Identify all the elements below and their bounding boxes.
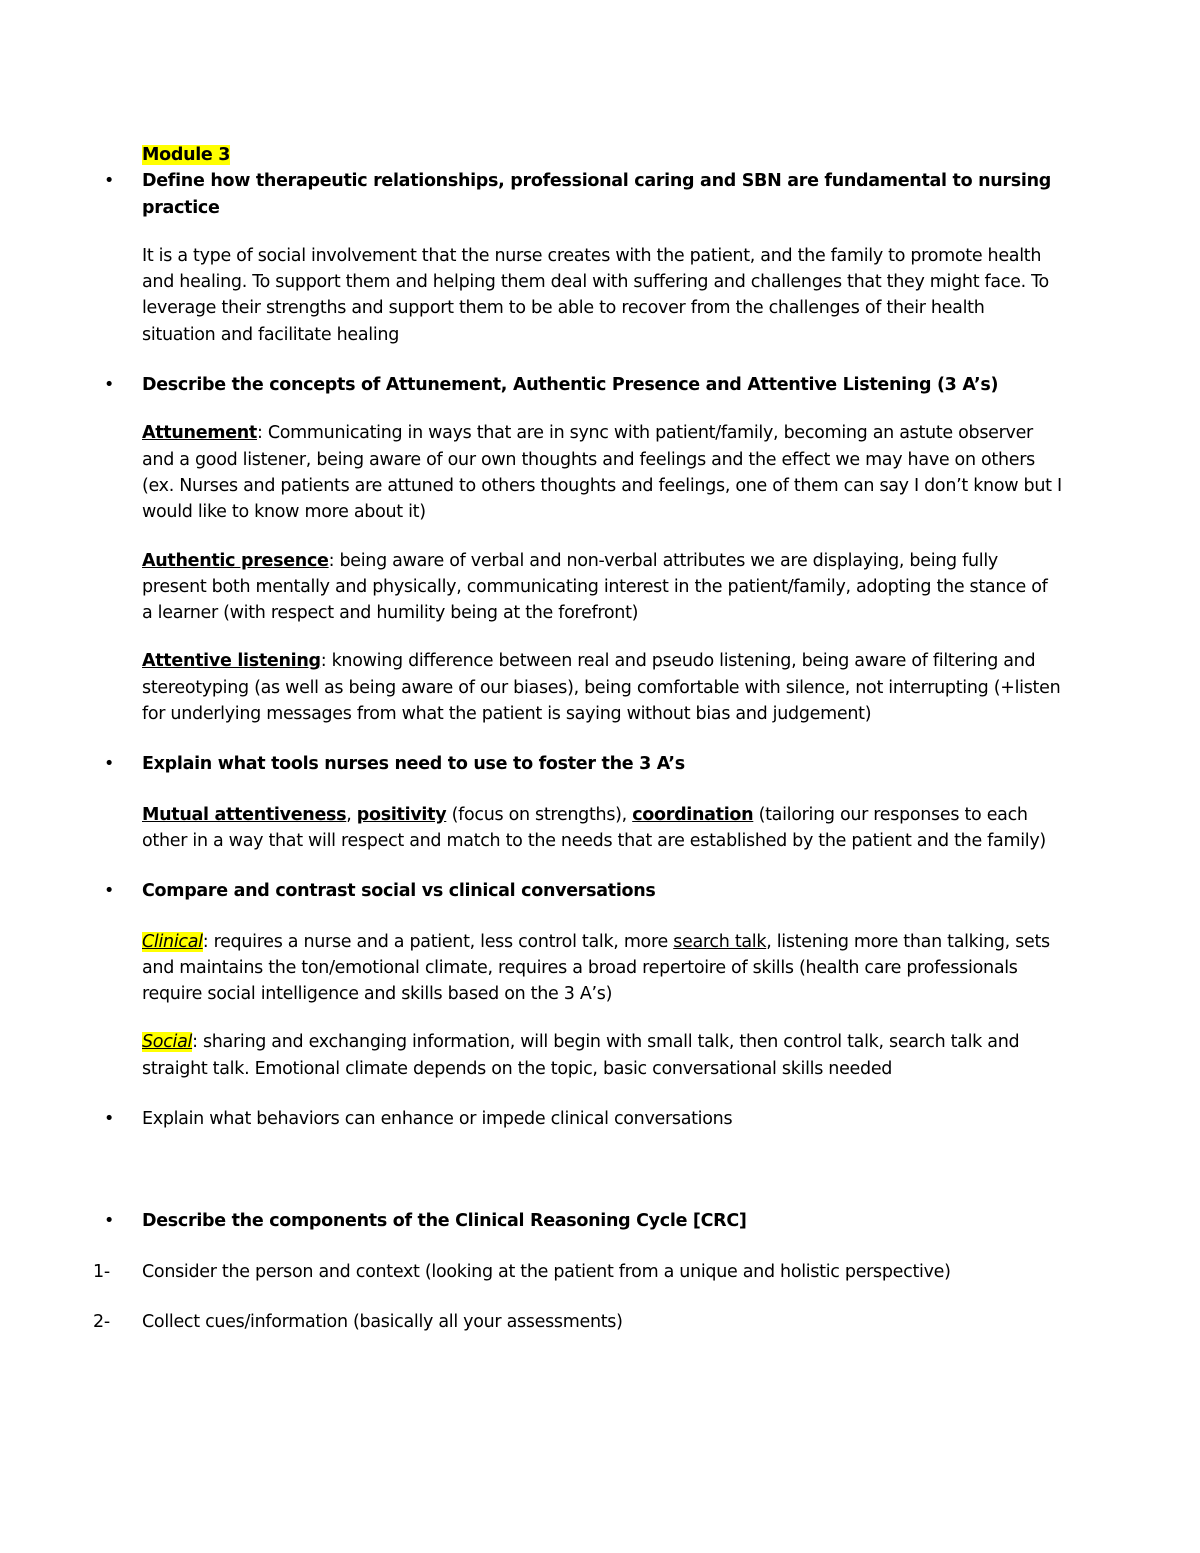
module-heading — [142, 142, 1062, 168]
paragraph-attunement — [142, 420, 1062, 525]
paragraph-attentive-listening — [142, 648, 1062, 727]
clinical-definition-b: , listening more than talking, sets and maintains the ton/emotional climate, requires a broad repertoire of skills (health care professionals require social intelligence and skills based on the 3 A’s) — [142, 931, 1050, 1005]
attunement-definition: : Communicating in ways that are in sync with patient/family, becoming an astute observer and a good listener, being aware of our own thoughts and feelings and the effect we may have on others (ex. Nurses and patients are attuned to others thoughts and feelings, one of them can say I don’t know but I would like to know more about it) — [142, 423, 1062, 523]
list-item-text: Collect cues/information (basically all your assessments) — [142, 1311, 623, 1332]
bullet-icon: • — [104, 881, 115, 902]
list-item-number: 2- — [93, 1311, 110, 1332]
paragraph-clinical — [142, 929, 1062, 1008]
document-body — [93, 142, 1062, 1335]
bullet-social-vs-clinical — [104, 878, 1062, 904]
bullet-text: Explain what tools nurses need to use to foster the 3 A’s — [142, 754, 685, 775]
bullet-behaviors-clinical-conversations — [104, 1106, 1062, 1132]
bullet-text: Compare and contrast social vs clinical conversations — [142, 881, 656, 902]
bullet-icon: • — [104, 1211, 115, 1232]
bullet-text: Describe the components of the Clinical Reasoning Cycle [CRC] — [142, 1211, 747, 1232]
term-social: Social — [142, 1032, 193, 1053]
paragraph-authentic-presence — [142, 548, 1062, 627]
bullet-icon: • — [104, 754, 115, 775]
coordination-definition: (tailoring our responses to each other in a way that will respect and match to the needs that are established by the patient and the family) — [142, 804, 1046, 851]
paragraph-social — [142, 1029, 1062, 1082]
term-search-talk: search talk — [673, 931, 767, 952]
bullet-define-therapeutic-relationships — [104, 168, 1062, 221]
bullet-text: Describe the concepts of Attunement, Authentic Presence and Attentive Listening (3 A’s) — [142, 375, 999, 396]
bullet-icon: • — [104, 171, 115, 192]
term-positivity: positivity — [356, 804, 447, 825]
authentic-presence-definition: : being aware of verbal and non-verbal attributes we are displaying, being fully present both mentally and physically, communicating interest in the patient/family, adopting the stance of a learner (with respect and humility being at the forefront) — [142, 550, 1048, 624]
list-item-number: 1- — [93, 1261, 110, 1282]
bullet-icon: • — [104, 1109, 115, 1130]
term-clinical: Clinical — [142, 931, 203, 952]
bullet-text: Explain what behaviors can enhance or impede clinical conversations — [142, 1109, 733, 1130]
attentive-listening-definition: : knowing difference between real and pseudo listening, being aware of filtering and stereotyping (as well as being aware of our biases), being comfortable with silence, not interrupting (+listen for underlying messages from what the patient is saying without bias and judgement) — [142, 651, 1061, 725]
term-attentive-listening: Attentive listening — [142, 651, 321, 672]
term-mutual-attentiveness: Mutual attentiveness — [142, 804, 347, 825]
term-coordination: coordination — [632, 804, 754, 825]
bullet-clinical-reasoning-cycle — [104, 1208, 1062, 1234]
clinical-definition-a: : requires a nurse and a patient, less control talk, more — [202, 931, 674, 952]
social-definition: : sharing and exchanging information, will begin with small talk, then control talk, search talk and straight talk. Emotional climate depends on the topic, basic conversational skills needed — [142, 1032, 1020, 1079]
bullet-tools-3-as — [104, 751, 1062, 777]
paragraph-therapeutic-relationships: It is a type of social involvement that the nurse creates with the patient, and the family to promote health and healing. To support them and helping them deal with suffering and challenges that they might face. To leverage their strengths and support them to be able to recover from the challenges of their health situation and facilitate healing — [142, 245, 1049, 345]
term-authentic-presence: Authentic presence — [142, 550, 329, 571]
separator: , — [346, 804, 357, 825]
list-item — [93, 1259, 1062, 1285]
term-attunement: Attunement — [142, 423, 257, 444]
module-title: Module 3 — [142, 145, 231, 165]
paragraph-tools — [142, 802, 1062, 855]
bullet-icon: • — [104, 375, 115, 396]
positivity-definition: (focus on strengths), — [446, 804, 633, 825]
bullet-text: Define how therapeutic relationships, professional caring and SBN are fundamental to nursing practice — [142, 171, 1051, 218]
list-item — [93, 1309, 1062, 1335]
list-item-text: Consider the person and context (looking at the patient from a unique and holistic perspective) — [142, 1261, 951, 1282]
bullet-describe-3-as — [104, 372, 1062, 398]
